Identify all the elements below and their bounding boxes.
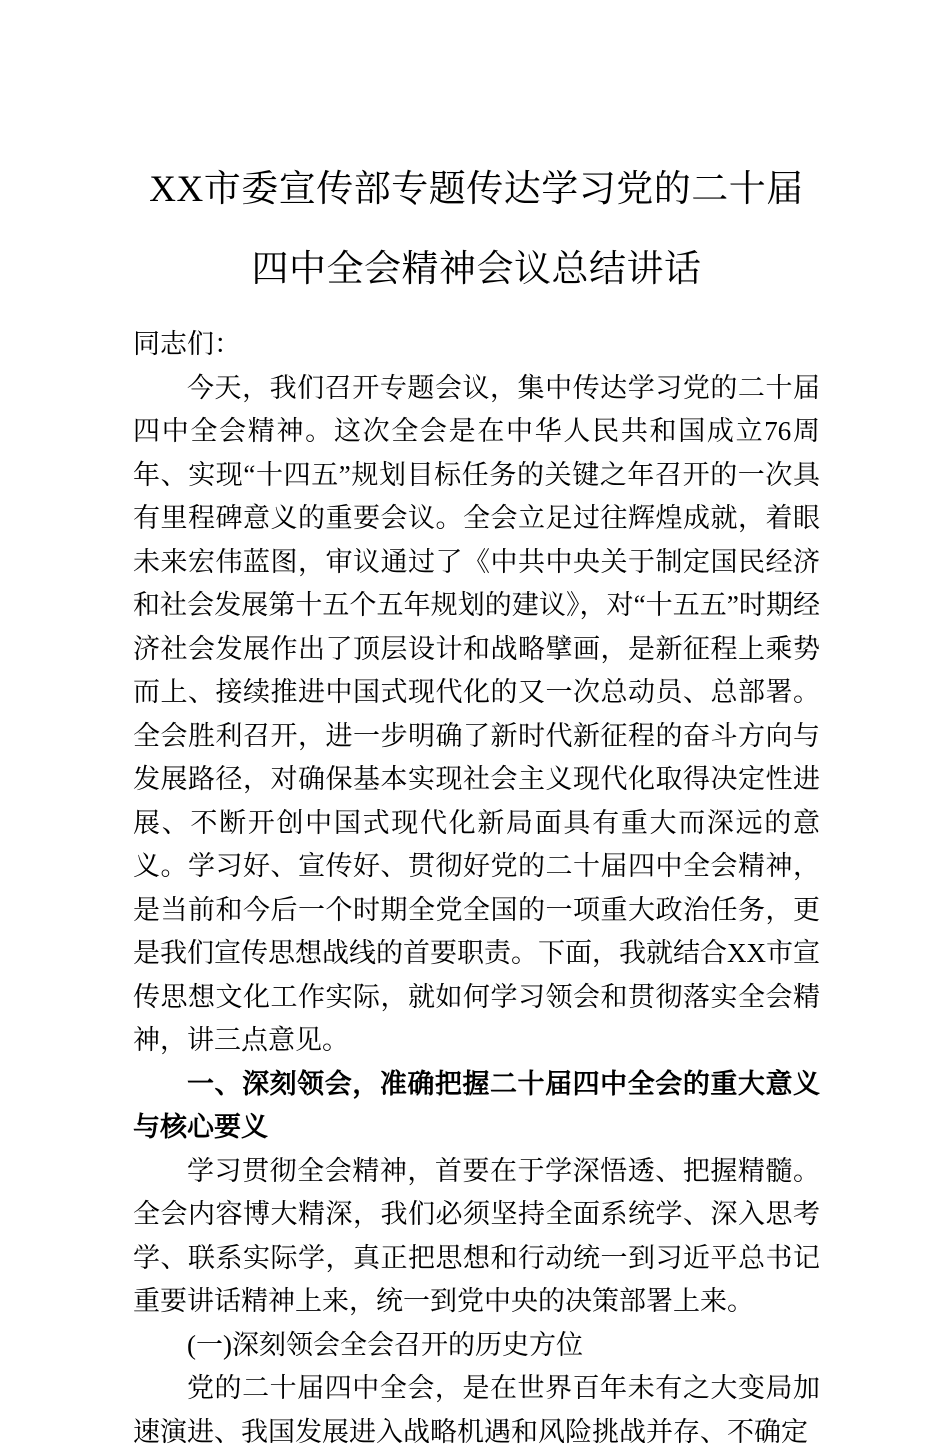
paragraph-section-1-intro: 学习贯彻全会精神，首要在于学深悟透、把握精髓。全会内容博大精深，我们必须坚持全面系统学、深入思考学、联系实际学，真正把思想和行动统一到习近平总书记重要讲话精神上来，统一到党中央的决策部署上来。 bbox=[133, 1155, 820, 1316]
paragraph-subsection-1-1: 党的二十届四中全会，是在世界百年未有之大变局加速演进、我国发展进入战略机遇和风险挑战并存、不确定 bbox=[133, 1373, 820, 1447]
section-heading-1: 一、深刻领会，准确把握二十届四中全会的重大意义与核心要义 bbox=[133, 1068, 820, 1142]
paragraph-introduction: 今天，我们召开专题会议，集中传达学习党的二十届四中全会精神。这次全会是在中华人民共和国成立76周年、实现“十四五”规划目标任务的关键之年召开的一次具有里程碑意义的重要会议。全会立足过往辉煌成就，着眼未来宏伟蓝图，审议通过了《中共中央关于制定国民经济和社会发展第十五个五年规划的建议》，对“十五五”时期经济社会发展作出了顶层设计和战略擘画，是新征程上乘势而上、接续推进中国式现代化的又一次总动员、总部署。全会胜利召开，进一步明确了新时代新征程的奋斗方向与发展路径，对确保基本实现社会主义现代化取得决定性进展、不断开创中国式现代化新局面具有重大而深远的意义。学习好、宣传好、贯彻好党的二十届四中全会精神，是当前和今后一个时期全党全国的一项重大政治任务，更是我们宣传思想战线的首要职责。下面，我就结合XX市宣传思想文化工作实际，就如何学习领会和贯彻落实全会精神，讲三点意见。 bbox=[133, 372, 820, 1055]
document-title: XX市委宣传部专题传达学习党的二十届四中全会精神会议总结讲话 bbox=[149, 169, 804, 290]
subsection-heading-1-1: (一)深刻领会全会召开的历史方位 bbox=[187, 1329, 583, 1360]
salutation: 同志们： bbox=[133, 329, 241, 359]
